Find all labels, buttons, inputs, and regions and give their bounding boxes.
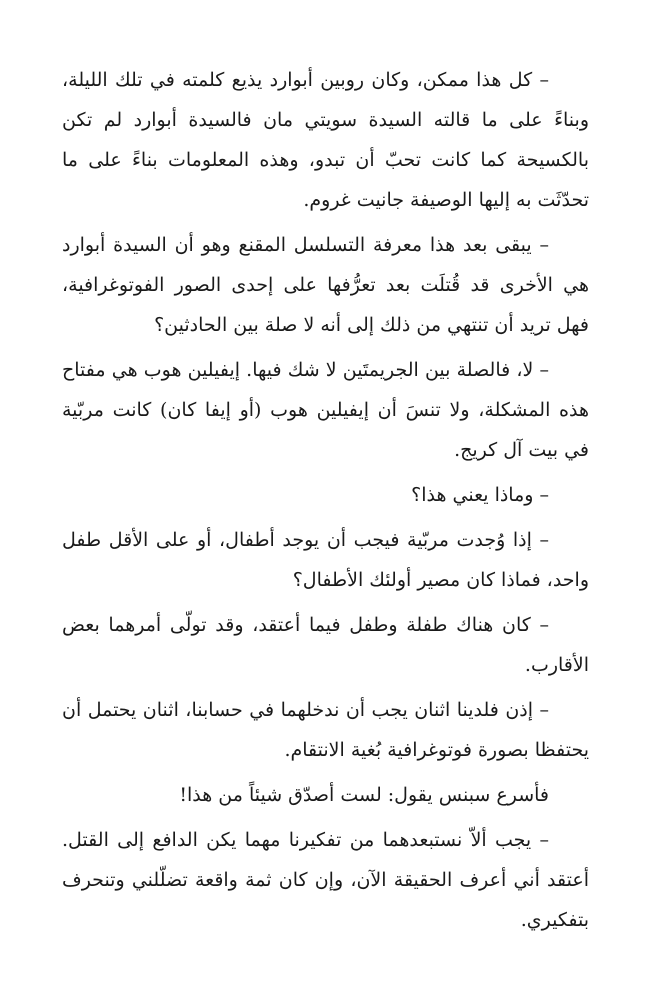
paragraph-7: – إذن فلدينا اثنان يجب أن ندخلهما في حسابنا، اثنان يحتمل أن يحتفظا بصورة فوتوغرافية بُغية الانتقام.: [62, 699, 589, 761]
paragraph-9: – يجب ألاّ نستبعدهما من تفكيرنا مهما يكن الدافع إلى القتل. أعتقد أني أعرف الحقيقة الآن، وإن كان ثمة واقعة تضلّلني وتنحرف بتفكيري.: [62, 829, 589, 931]
paragraph-6: – كان هناك طفلة وطفل فيما أعتقد، وقد تولّى أمرهما بعض الأقارب.: [62, 614, 589, 676]
paragraph-8: فأسرع سبنس يقول: لست أصدّق شيئاً من هذا!: [179, 784, 549, 806]
paragraph-2: – يبقى بعد هذا معرفة التسلسل المقنع وهو أن السيدة أبوارد هي الأخرى قد قُتلَت بعد تعرُّفها على إحدى الصور الفوتوغرافية، فهل تريد أن تنتهي من ذلك إلى أنه لا صلة بين الحادثين؟: [62, 234, 589, 336]
paragraph-1: – كل هذا ممكن، وكان روبين أبوارد يذيع كلمته في تلك الليلة، وبناءً على ما قالته السيدة سويتي مان فالسيدة أبوارد لم تكن بالكسيحة كما كانت تحبّ أن تبدو، وهذه المعلومات بناءً على ما تحدّثَت به إليها الوصيفة جانيت غروم.: [62, 69, 589, 211]
paragraph-3: – لا، فالصلة بين الجريمتَين لا شك فيها. إيفيلين هوب هي مفتاح هذه المشكلة، ولا تنسَ أن إيفيلين هوب (أو إيفا كان) كانت مربّية في بيت آل كريج.: [62, 359, 589, 461]
paragraph-5: – إذا وُجدت مربّية فيجب أن يوجد أطفال، أو على الأقل طفل واحد، فماذا كان مصير أولئك الأطفال؟: [62, 529, 589, 591]
paragraph-4: – وماذا يعني هذا؟: [411, 484, 549, 506]
book-page: [62, 60, 589, 945]
